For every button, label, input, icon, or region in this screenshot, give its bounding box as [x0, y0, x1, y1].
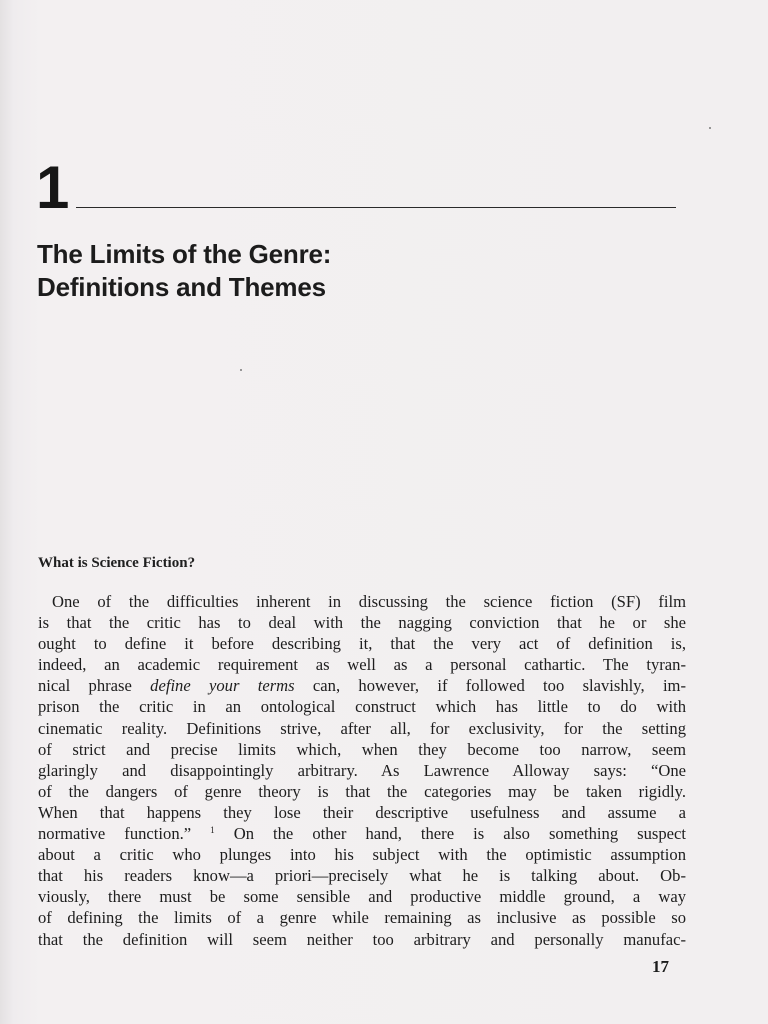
- body-line: about a critic who plunges into his subject with the optimistic assumption: [38, 845, 686, 865]
- body-line: of strict and precise limits which, when they become too narrow, seem: [38, 739, 686, 759]
- body-line: When that happens they lose their descriptive usefulness and assume a: [38, 802, 686, 822]
- chapter-number: 1: [36, 154, 70, 221]
- chapter-rule: [76, 207, 676, 208]
- body-line: that his readers know—a priori—precisely what he is talking about. Ob-: [38, 866, 686, 886]
- body-line: prison the critic in an ontological construct which has little to do with: [38, 697, 686, 717]
- body-line: viously, there must be some sensible and productive middle ground, a way: [38, 887, 686, 907]
- body-paragraph: [38, 591, 686, 950]
- body-line: normative function.” $^1$ On the other hand, there is also something suspect: [38, 824, 686, 844]
- chapter-title-line-1: The Limits of the Genre:: [37, 239, 332, 269]
- body-line: nical phrase define your terms can, however, if followed too slavishly, im-: [38, 676, 686, 696]
- footnote-marker: 1: [210, 825, 215, 836]
- body-line: is that the critic has to deal with the nagging conviction that he or she: [38, 613, 686, 633]
- scan-speck: [240, 369, 242, 371]
- scan-speck: [709, 127, 711, 129]
- emphasis-text: define your terms: [150, 676, 295, 696]
- body-line: One of the difficulties inherent in discussing the science fiction (SF) film: [52, 592, 686, 611]
- body-line: cinematic reality. Definitions strive, after all, for exclusivity, for the setting: [38, 718, 686, 738]
- body-line: indeed, an academic requirement as well as a personal cathartic. The tyran-: [38, 655, 686, 675]
- section-heading: What is Science Fiction?: [38, 555, 196, 571]
- body-line: glaringly and disappointingly arbitrary. As Lawrence Alloway says: “One: [38, 760, 686, 780]
- chapter-title: [37, 238, 637, 304]
- chapter-title-line-2: Definitions and Themes: [37, 272, 326, 302]
- body-line: that the definition will seem neither too arbitrary and personally manufac-: [38, 929, 686, 949]
- page-number: 17: [652, 957, 669, 976]
- body-line: of the dangers of genre theory is that the categories may be taken rigidly.: [38, 781, 686, 801]
- body-line: ought to define it before describing it, that the very act of definition is,: [38, 634, 686, 654]
- body-line: of defining the limits of a genre while remaining as inclusive as possible so: [38, 908, 686, 928]
